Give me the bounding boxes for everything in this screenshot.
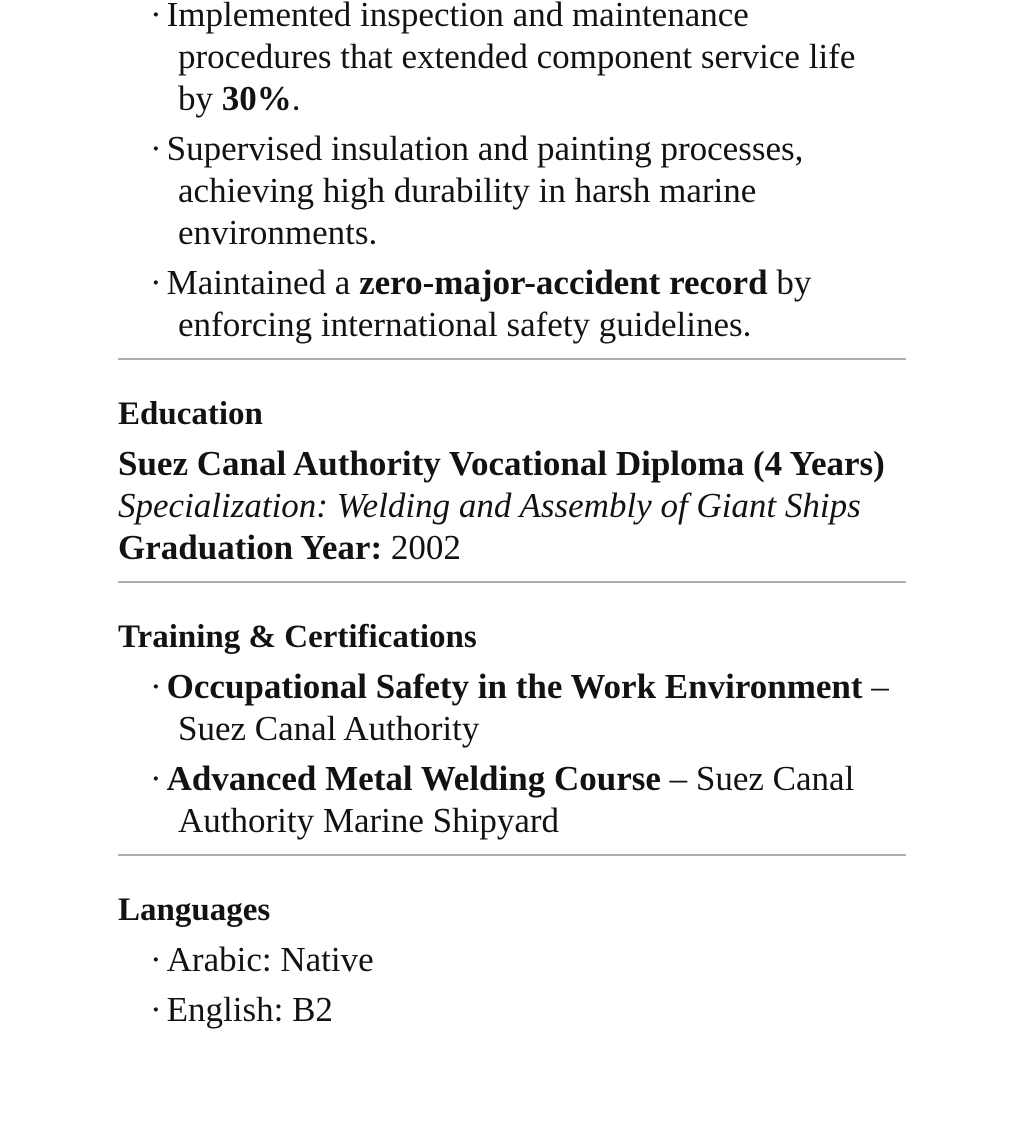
text-run: Arabic: Native <box>166 940 374 979</box>
list-item <box>150 128 906 254</box>
text-run-bold: Occupational Safety in the Work Environment <box>166 667 863 706</box>
wrapped-line <box>178 212 906 254</box>
wrapped-line <box>178 708 906 750</box>
text-run: Implemented inspection and maintenance <box>166 0 749 34</box>
languages-bullet-list <box>118 939 906 1031</box>
text-run-bold: Advanced Metal Welding Course <box>166 759 661 798</box>
bullet-line <box>150 666 906 708</box>
text-run: environments. <box>178 213 378 252</box>
bullet-line <box>150 128 906 170</box>
education-graduation-line <box>118 527 906 569</box>
list-item <box>150 989 906 1031</box>
text-run: enforcing international safety guidelines. <box>178 305 752 344</box>
list-item <box>150 666 906 750</box>
bullet-line <box>150 758 906 800</box>
wrapped-line <box>178 36 906 78</box>
bullet-marker: · <box>150 759 162 798</box>
text-run-bold: 30% <box>221 79 292 118</box>
text-run: Supervised insulation and painting processes, <box>166 129 804 168</box>
wrapped-line <box>178 800 906 842</box>
text-run: Suez Canal Authority <box>178 709 480 748</box>
text-run: procedures that extended component service life <box>178 37 856 76</box>
text-run-bold: Suez Canal Authority Vocational Diploma (4 Years) <box>118 444 885 483</box>
bullet-line <box>150 0 906 36</box>
text-run: achieving high durability in harsh marine <box>178 171 757 210</box>
education-specialization-line <box>118 485 906 527</box>
training-bullet-list <box>118 666 906 842</box>
section-heading-education: Education <box>118 396 263 432</box>
list-item <box>150 262 906 346</box>
list-item <box>150 939 906 981</box>
text-run: Authority Marine Shipyard <box>178 801 560 840</box>
text-run: by <box>767 263 812 302</box>
text-run-italic: Specialization: Welding and Assembly of Giant Ships <box>118 486 861 525</box>
section-heading-languages: Languages <box>118 892 271 928</box>
bullet-marker: · <box>150 0 162 34</box>
section-divider <box>118 581 906 583</box>
section-heading-training: Training & Certifications <box>118 619 477 655</box>
text-run: English: B2 <box>166 990 333 1029</box>
list-item <box>150 758 906 842</box>
bullet-marker: · <box>150 940 162 979</box>
education-degree-line <box>118 443 906 485</box>
bullet-marker: · <box>150 263 162 302</box>
bullet-marker: · <box>150 667 162 706</box>
text-run: . <box>291 79 301 118</box>
wrapped-line <box>178 304 906 346</box>
list-item <box>150 0 906 120</box>
experience-bullet-list <box>118 0 906 346</box>
bullet-line <box>150 939 906 981</box>
bullet-line <box>150 989 906 1031</box>
section-divider <box>118 854 906 856</box>
bullet-line <box>150 262 906 304</box>
text-run: – <box>862 667 889 706</box>
wrapped-line <box>178 170 906 212</box>
text-run-bold: zero-major-accident record <box>359 263 768 302</box>
bullet-marker: · <box>150 990 162 1029</box>
text-run: by <box>178 79 222 118</box>
text-run: 2002 <box>382 528 461 567</box>
text-run-bold: Graduation Year: <box>118 528 383 567</box>
text-run: Maintained a <box>166 263 360 302</box>
text-run: – Suez Canal <box>660 759 855 798</box>
bullet-marker: · <box>150 129 162 168</box>
wrapped-line <box>178 78 906 120</box>
education-details <box>118 443 906 569</box>
section-divider <box>118 358 906 360</box>
